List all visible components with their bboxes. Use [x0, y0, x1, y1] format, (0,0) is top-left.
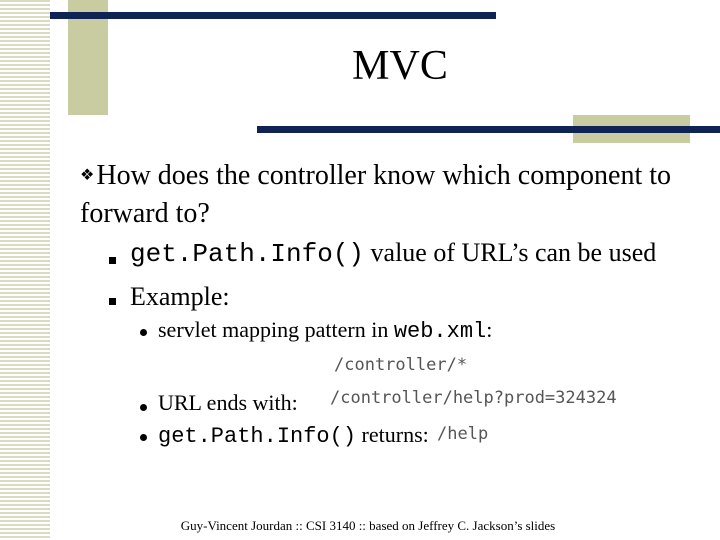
mapping-text: servlet mapping pattern in	[158, 317, 394, 342]
bullet-pathinfo	[130, 238, 656, 269]
sub-bullet-mapping	[158, 317, 492, 344]
question-label: How does the controller know which component to forward to?	[80, 160, 671, 229]
slide-footer	[0, 518, 720, 534]
decorative-line-middle	[257, 126, 720, 133]
mapping-suffix: :	[486, 317, 493, 342]
round-bullet-icon	[140, 329, 147, 336]
pattern-code-image: /controller/*	[334, 355, 468, 375]
sub-bullet-returns	[158, 422, 429, 449]
pathinfo-code: get.Path.Info()	[130, 239, 365, 269]
sub-bullet-url: URL ends with:	[158, 390, 298, 415]
diamond-bullet-icon: ❖	[80, 167, 95, 184]
footer-text: Guy-Vincent Jourdan :: CSI 3140 :: based on Jeffrey C. Jackson’s slides	[180, 518, 556, 533]
question-text	[80, 157, 680, 233]
round-bullet-icon	[140, 404, 147, 411]
slide-title: MVC	[352, 43, 448, 89]
decorative-line-top	[50, 12, 496, 19]
result-code-image: /help	[437, 424, 489, 444]
url-code-image: /controller/help?prod=324324	[330, 388, 617, 408]
returns-text: returns:	[356, 422, 429, 447]
pathinfo-text: value of URL’s can be used	[364, 238, 657, 267]
square-bullet-icon	[109, 298, 116, 305]
decorative-stripes	[0, 0, 50, 540]
returns-code: get.Path.Info()	[158, 424, 357, 449]
mapping-code: web.xml	[393, 319, 487, 344]
round-bullet-icon	[140, 434, 147, 441]
square-bullet-icon	[109, 257, 116, 264]
bullet-example: Example:	[130, 282, 230, 311]
